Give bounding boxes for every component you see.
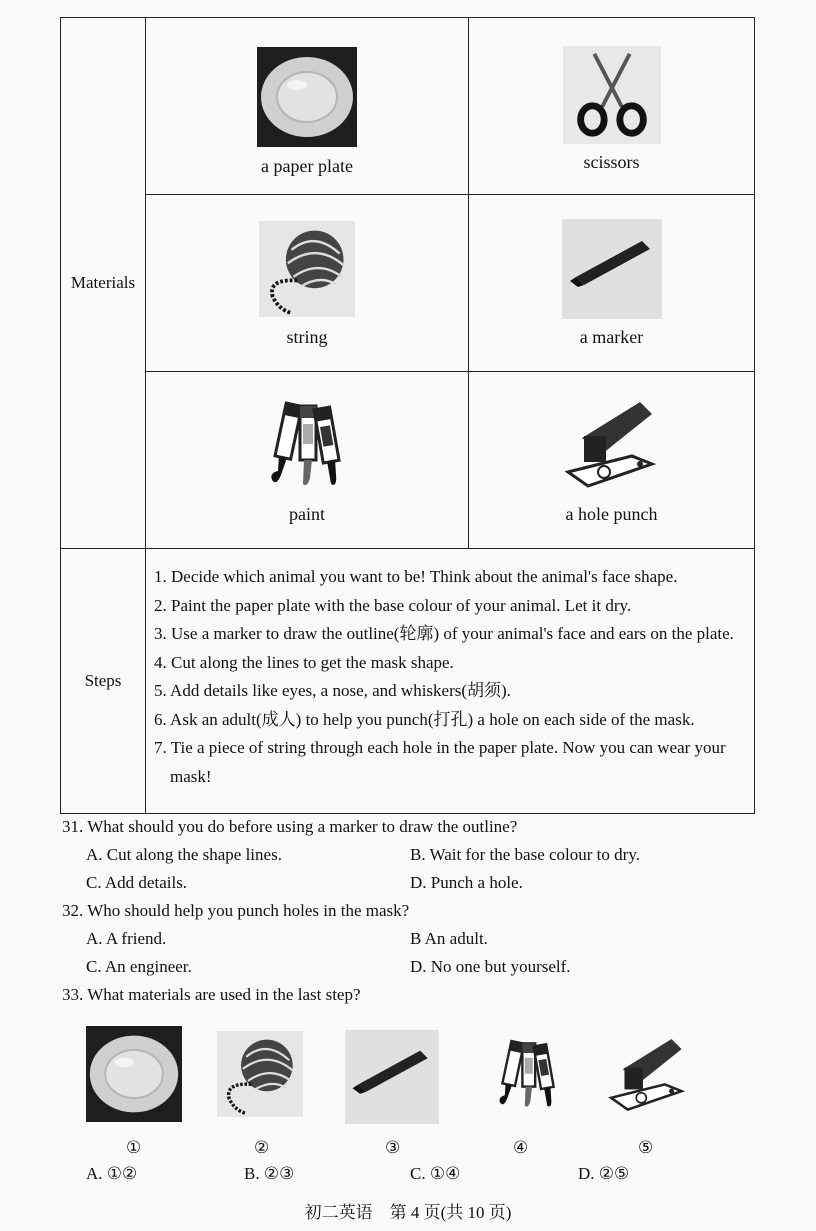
picture-number: ③ xyxy=(385,1138,401,1158)
step-line: 6. Ask an adult(成人) to help you punch(打孔) a hole on each side of the mask. xyxy=(154,709,695,729)
paint-icon xyxy=(257,398,357,498)
q32-option-c[interactable]: C. An engineer. xyxy=(86,957,192,976)
q33-option-c[interactable]: C. ①④ xyxy=(410,1164,461,1183)
material-cell xyxy=(146,372,469,549)
q33-option-b[interactable]: B. ②③ xyxy=(244,1164,295,1183)
picture-number: ① xyxy=(126,1138,142,1158)
q31-option-c[interactable]: C. Add details. xyxy=(86,873,188,892)
material-cell xyxy=(469,18,755,195)
material-caption: string xyxy=(286,327,328,347)
material-caption: a hole punch xyxy=(565,504,658,524)
q33-option-a[interactable]: A. ①② xyxy=(86,1164,138,1183)
step-line: 1. Decide which animal you want to be! Think about the animal's face shape. xyxy=(154,567,678,586)
material-caption: scissors xyxy=(583,152,640,172)
question-32-stem: 32. Who should help you punch holes in the mask? xyxy=(62,901,410,920)
material-cell xyxy=(146,195,469,372)
picture-number: ⑤ xyxy=(638,1138,654,1158)
q31-option-d[interactable]: D. Punch a hole. xyxy=(410,873,523,892)
hole-punch-icon xyxy=(560,396,664,496)
q32-option-b[interactable]: B An adult. xyxy=(410,929,488,948)
materials-steps-table xyxy=(60,17,755,814)
page-footer: 初二英语 第 4 页(共 10 页) xyxy=(304,1203,512,1222)
material-caption: a marker xyxy=(579,327,644,347)
picture-number: ② xyxy=(254,1138,270,1158)
q33-option-d[interactable]: D. ②⑤ xyxy=(578,1164,630,1183)
step-line: 7. Tie a piece of string through each hole in the paper plate. Now you can wear your xyxy=(154,738,726,757)
step-line: 4. Cut along the lines to get the mask shape. xyxy=(154,652,454,672)
marker-icon xyxy=(552,219,672,319)
scissors-icon xyxy=(563,46,661,144)
marker-icon xyxy=(343,1030,441,1124)
paint-icon xyxy=(488,1032,568,1122)
q32-option-d[interactable]: D. No one but yourself. xyxy=(410,957,571,976)
steps-label: Steps xyxy=(61,549,146,814)
q32-option-a[interactable]: A. A friend. xyxy=(86,929,167,948)
material-cell xyxy=(469,195,755,372)
question-31-stem: 31. What should you do before using a marker to draw the outline? xyxy=(62,817,518,836)
q31-option-b[interactable]: B. Wait for the base colour to dry. xyxy=(410,845,640,864)
paper-plate-icon xyxy=(86,1020,182,1128)
materials-label: Materials xyxy=(61,18,146,549)
material-caption: a paper plate xyxy=(261,156,353,176)
step-line: 2. Paint the paper plate with the base colour of your animal. Let it dry. xyxy=(154,595,632,615)
string-icon xyxy=(217,1022,303,1126)
material-cell xyxy=(469,372,755,549)
step-line: 5. Add details like eyes, a nose, and whiskers(胡须). xyxy=(154,681,511,700)
string-icon xyxy=(259,219,355,319)
question-33-stem: 33. What materials are used in the last step? xyxy=(62,985,361,1004)
steps-cell xyxy=(146,549,755,814)
picture-number: ④ xyxy=(513,1138,529,1158)
q31-option-a[interactable]: A. Cut along the shape lines. xyxy=(86,845,282,864)
step-line: 3. Use a marker to draw the outline(轮廓) of your animal's face and ears on the plate. xyxy=(154,624,734,643)
hole-punch-icon xyxy=(606,1030,690,1122)
material-caption: paint xyxy=(289,504,325,524)
step-line: mask! xyxy=(170,766,212,786)
material-cell xyxy=(146,18,469,195)
paper-plate-icon xyxy=(257,44,357,150)
